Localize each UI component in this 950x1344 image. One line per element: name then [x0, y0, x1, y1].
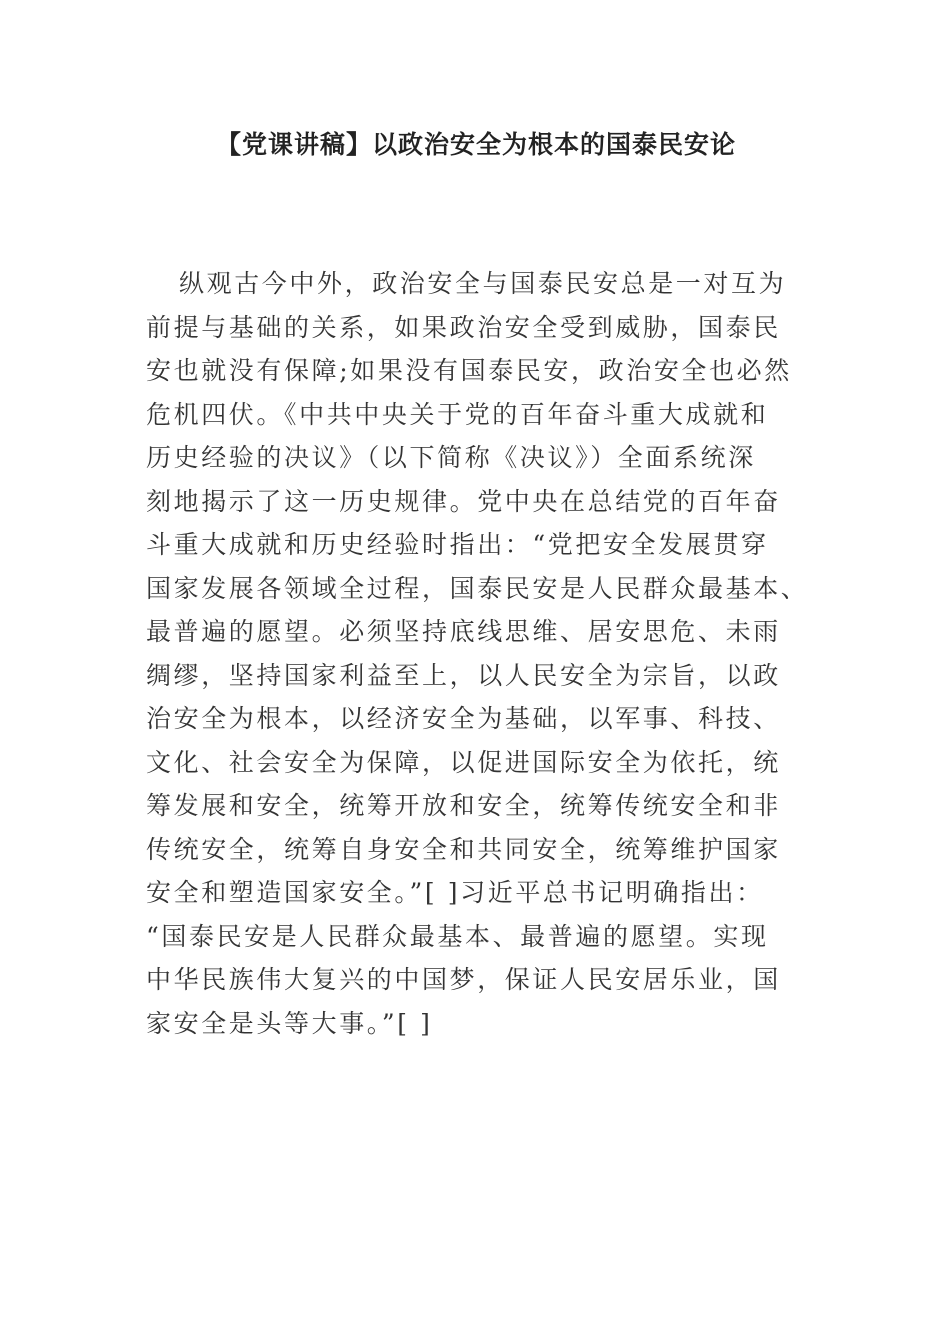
paragraph-line: 家安全是头等大事。”[ ]	[146, 1008, 433, 1038]
paragraph-line: 安全和塑造国家安全。”[ ]习近平总书记明确指出：	[146, 878, 764, 907]
paragraph-line: 治安全为根本，以经济安全为基础，以军事、科技、	[146, 704, 781, 733]
paragraph-line: 传统安全，统筹自身安全和共同安全，统筹维护国家	[146, 834, 781, 864]
document-title: 【党课讲稿】以政治安全为根本的国泰民安论	[215, 130, 736, 159]
paragraph-line: 斗重大成就和历史经验时指出：“党把安全发展贯穿	[146, 530, 769, 559]
paragraph-line: 最普遍的愿望。必须坚持底线思维、居安思危、未雨	[146, 617, 781, 646]
paragraph-line: 历史经验的决议》（以下简称《决议》）全面系统深	[146, 443, 756, 472]
paragraph-line: 绸缪，坚持国家利益至上，以人民安全为宗旨，以政	[146, 660, 781, 690]
paragraph-line: 纵观古今中外，政治安全与国泰民安总是一对互为	[179, 269, 787, 298]
paragraph-line: “国泰民安是人民群众最基本、最普遍的愿望。实现	[146, 921, 769, 951]
document-paragraph	[146, 262, 836, 1045]
paragraph-line: 筹发展和安全，统筹开放和安全，统筹传统安全和非	[146, 791, 781, 820]
paragraph-line: 文化、社会安全为保障，以促进国际安全为依托，统	[146, 747, 781, 777]
paragraph-line: 国家发展各领域全过程，国泰民安是人民群众最基本、	[146, 573, 809, 603]
paragraph-line: 前提与基础的关系，如果政治安全受到威胁，国泰民	[146, 312, 781, 342]
paragraph-line: 危机四伏。《中共中央关于党的百年奋斗重大成就和	[146, 399, 769, 429]
paragraph-line: 中华民族伟大复兴的中国梦，保证人民安居乐业，国	[146, 965, 781, 994]
paragraph-line: 安也就没有保障;如果没有国泰民安，政治安全也必然	[146, 356, 792, 385]
paragraph-line: 刻地揭示了这一历史规律。党中央在总结党的百年奋	[146, 486, 781, 516]
